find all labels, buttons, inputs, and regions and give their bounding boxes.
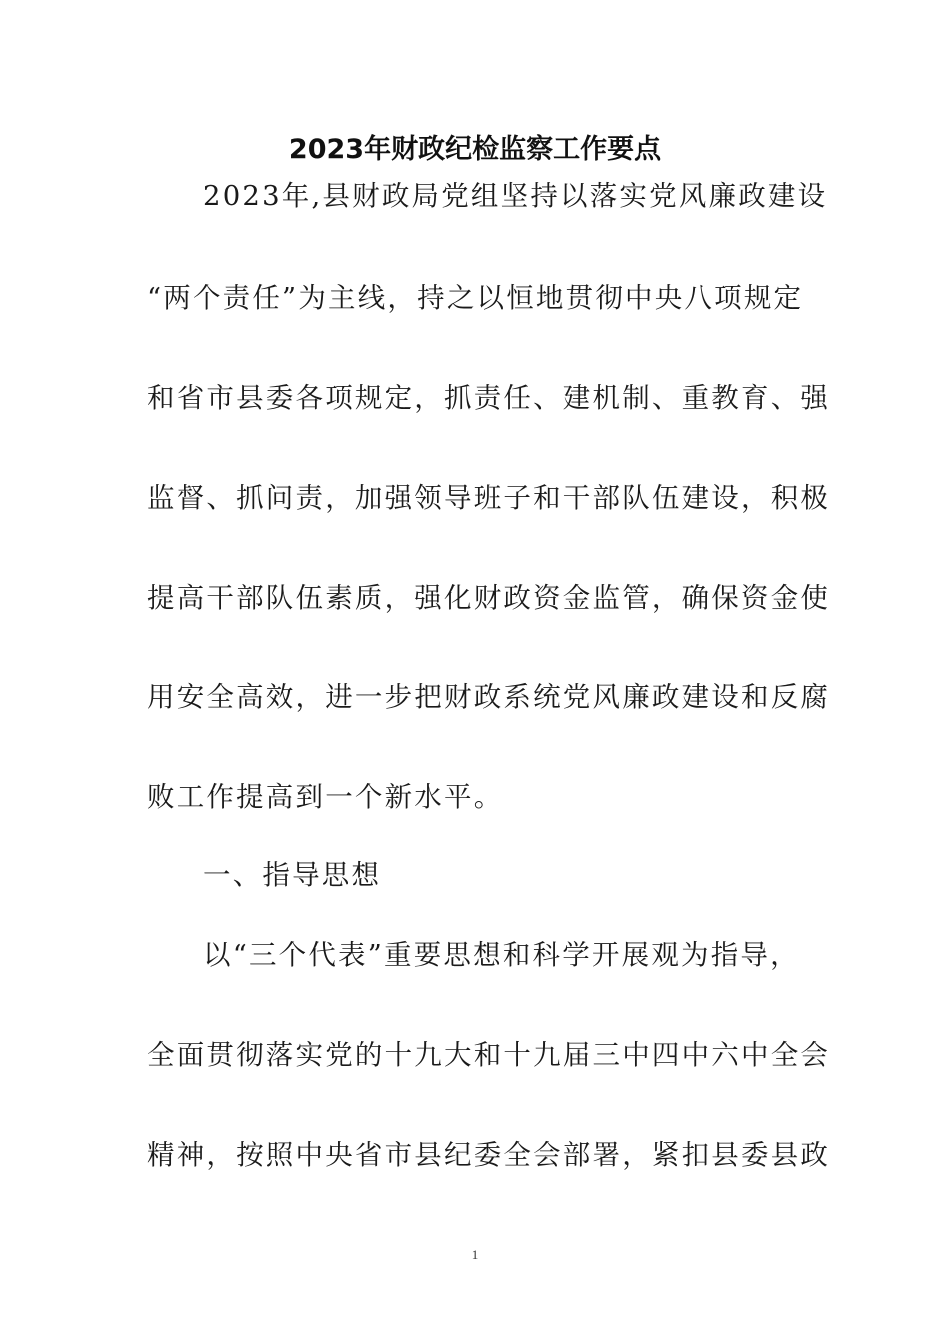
paragraph-line: 以“三个代表”重要思想和科学开展观为指导， [203, 939, 800, 971]
paragraph-line: 监督、抓问责，加强领导班子和干部队伍建设，积极 [147, 482, 831, 514]
document-title: 2023年财政纪检监察工作要点 [288, 134, 662, 165]
paragraph-line: 提高干部队伍素质，强化财政资金监管，确保资金使 [147, 582, 831, 614]
paragraph-line: “两个责任”为主线，持之以恒地贯彻中央八项规定 [147, 282, 804, 314]
section-heading: 一、指导思想 [203, 859, 382, 891]
paragraph-line: 用安全高效，进一步把财政系统党风廉政建设和反腐 [147, 681, 831, 713]
paragraph-line: 全面贯彻落实党的十九大和十九届三中四中六中全会 [147, 1039, 831, 1071]
paragraph-line: 败工作提高到一个新水平。 [147, 781, 504, 813]
paragraph-line: 精神，按照中央省市县纪委全会部署，紧扣县委县政 [147, 1139, 831, 1171]
paragraph-line: 和省市县委各项规定，抓责任、建机制、重教育、强 [147, 382, 831, 414]
paragraph-line: 2023年,县财政局党组坚持以落实党风廉政建设 [203, 180, 828, 212]
page-number: 1 [471, 1247, 479, 1262]
